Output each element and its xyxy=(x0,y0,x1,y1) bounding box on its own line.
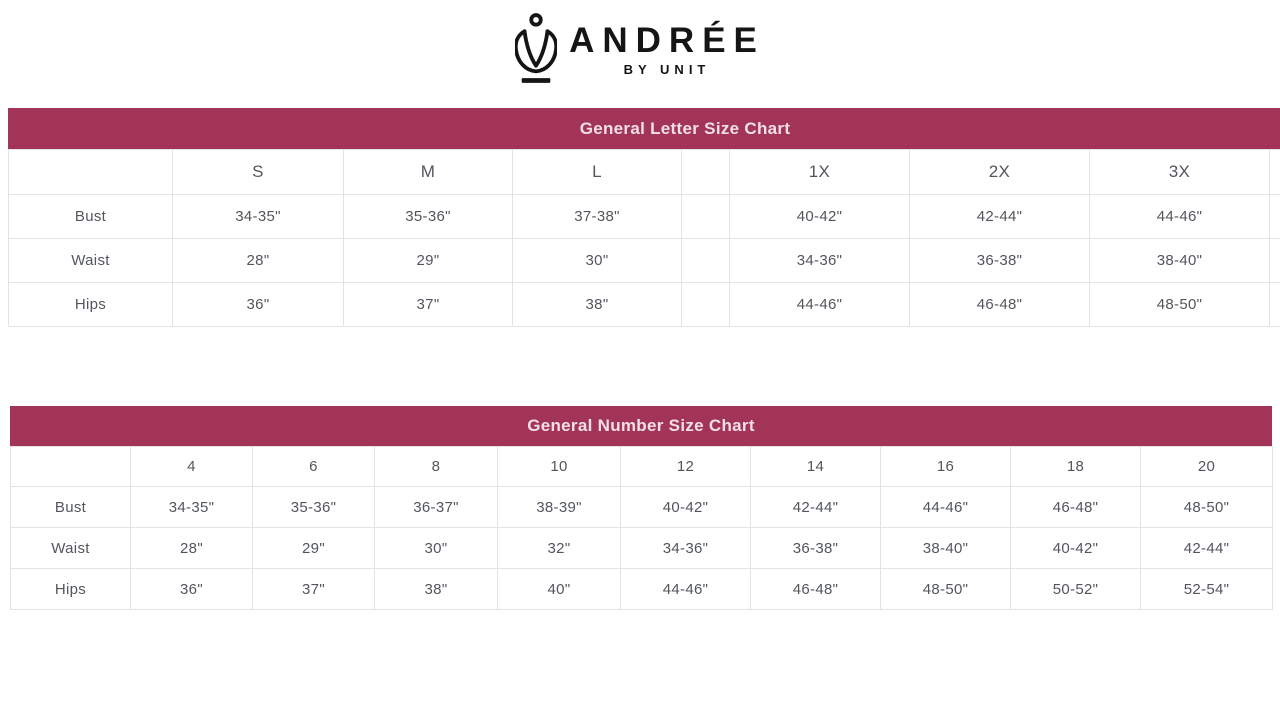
spacer-cell xyxy=(682,283,730,327)
cell: 50-52" xyxy=(1011,569,1141,610)
column-header: 18 xyxy=(1011,447,1141,487)
cutoff-cell xyxy=(1270,239,1280,283)
table-row-waist xyxy=(9,239,1280,283)
column-header: 20 xyxy=(1141,447,1273,487)
cell: 42-44" xyxy=(1141,528,1273,569)
column-header: S xyxy=(173,150,344,195)
cell: 37-38" xyxy=(513,195,682,239)
table-row-bust xyxy=(9,195,1280,239)
cell: 46-48" xyxy=(1011,487,1141,528)
column-header: 1X xyxy=(730,150,910,195)
cell: 40-42" xyxy=(621,487,751,528)
number-size-table xyxy=(10,446,1273,610)
table-row-bust xyxy=(11,487,1273,528)
cell: 36-38" xyxy=(751,528,881,569)
cell: 30" xyxy=(513,239,682,283)
cell: 48-50" xyxy=(1090,283,1270,327)
cell: 44-46" xyxy=(621,569,751,610)
brand-subtitle: BY UNIT xyxy=(623,61,711,77)
column-header: 2X xyxy=(910,150,1090,195)
cell: 34-35" xyxy=(173,195,344,239)
letter-size-table xyxy=(8,149,1280,327)
column-header: 4 xyxy=(131,447,253,487)
letter-size-chart xyxy=(8,108,1280,327)
letter-chart-title: General Letter Size Chart xyxy=(579,118,791,138)
brand-logo xyxy=(0,12,1280,85)
cell: 36-38" xyxy=(910,239,1090,283)
spacer-cell xyxy=(682,150,730,195)
tulip-flower-icon xyxy=(515,12,557,85)
cell: 36" xyxy=(173,283,344,327)
letter-header-row xyxy=(9,150,1280,195)
cutoff-cell xyxy=(1270,195,1280,239)
cell: 28" xyxy=(131,528,253,569)
cell: 38" xyxy=(375,569,498,610)
cell: 46-48" xyxy=(751,569,881,610)
cell: 44-46" xyxy=(1090,195,1270,239)
cell: 40" xyxy=(498,569,621,610)
row-label: Hips xyxy=(9,283,173,327)
row-label: Waist xyxy=(11,528,131,569)
cell: 37" xyxy=(253,569,375,610)
number-size-chart xyxy=(10,406,1272,610)
cutoff-cell xyxy=(1270,150,1280,195)
row-label: Waist xyxy=(9,239,173,283)
table-row-hips xyxy=(9,283,1280,327)
number-chart-title-band xyxy=(10,406,1272,446)
cell: 29" xyxy=(253,528,375,569)
cell: 38-40" xyxy=(1090,239,1270,283)
column-header: 6 xyxy=(253,447,375,487)
cell: 44-46" xyxy=(881,487,1011,528)
cell: 48-50" xyxy=(1141,487,1273,528)
column-header: 14 xyxy=(751,447,881,487)
table-row-hips xyxy=(11,569,1273,610)
corner-cell xyxy=(11,447,131,487)
column-header: M xyxy=(344,150,513,195)
cell: 34-36" xyxy=(730,239,910,283)
cell: 38" xyxy=(513,283,682,327)
row-label: Hips xyxy=(11,569,131,610)
cell: 44-46" xyxy=(730,283,910,327)
cell: 40-42" xyxy=(730,195,910,239)
column-header: L xyxy=(513,150,682,195)
column-header: 10 xyxy=(498,447,621,487)
table-row-waist xyxy=(11,528,1273,569)
cell: 42-44" xyxy=(751,487,881,528)
cell: 36" xyxy=(131,569,253,610)
cell: 40-42" xyxy=(1011,528,1141,569)
cell: 46-48" xyxy=(910,283,1090,327)
cell: 34-35" xyxy=(131,487,253,528)
corner-cell xyxy=(9,150,173,195)
column-header: 12 xyxy=(621,447,751,487)
cell: 35-36" xyxy=(253,487,375,528)
spacer-cell xyxy=(682,195,730,239)
brand-text-block xyxy=(569,22,765,77)
cell: 30" xyxy=(375,528,498,569)
number-header-row xyxy=(11,447,1273,487)
column-header: 16 xyxy=(881,447,1011,487)
cell: 37" xyxy=(344,283,513,327)
column-header: 3X xyxy=(1090,150,1270,195)
cell: 36-37" xyxy=(375,487,498,528)
cell: 38-40" xyxy=(881,528,1011,569)
cell: 29" xyxy=(344,239,513,283)
cell: 35-36" xyxy=(344,195,513,239)
cutoff-cell xyxy=(1270,283,1280,327)
cell: 52-54" xyxy=(1141,569,1273,610)
cell: 38-39" xyxy=(498,487,621,528)
letter-chart-title-band xyxy=(8,108,1280,149)
row-label: Bust xyxy=(9,195,173,239)
cell: 48-50" xyxy=(881,569,1011,610)
row-label: Bust xyxy=(11,487,131,528)
cell: 34-36" xyxy=(621,528,751,569)
cell: 32" xyxy=(498,528,621,569)
spacer-cell xyxy=(682,239,730,283)
cell: 28" xyxy=(173,239,344,283)
column-header: 8 xyxy=(375,447,498,487)
number-chart-title: General Number Size Chart xyxy=(527,416,755,435)
brand-name: ANDRÉE xyxy=(569,21,765,60)
cell: 42-44" xyxy=(910,195,1090,239)
